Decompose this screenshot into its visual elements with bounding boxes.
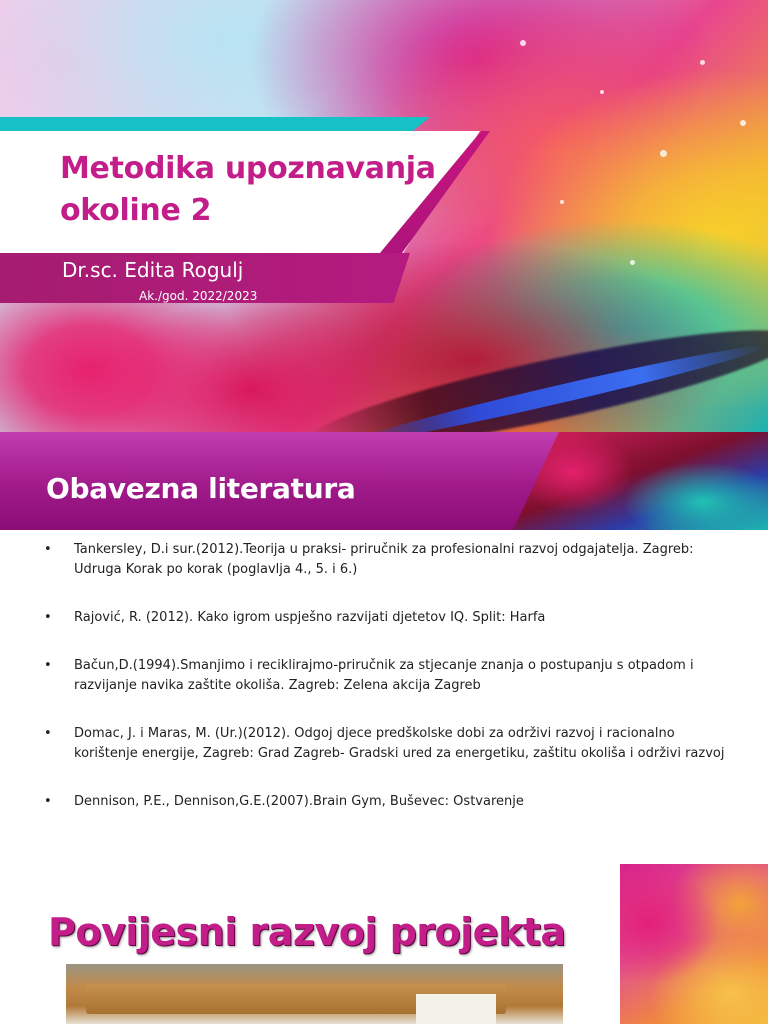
teal-accent-band [0, 117, 430, 131]
bullet-icon: • [44, 726, 52, 741]
bullet-icon: • [44, 658, 52, 673]
photo-paper [416, 994, 496, 1024]
literature-header [0, 432, 768, 530]
paint-speck [700, 60, 705, 65]
ink-art-dark-stroke [299, 309, 768, 432]
author-name: Dr.sc. Edita Rogulj [62, 258, 244, 282]
classroom-photo [66, 964, 563, 1024]
reference-text: Rajović, R. (2012). Kako igrom uspješno razvijati djetetov IQ. Split: Harfa [74, 610, 546, 625]
history-ink-art [620, 864, 768, 1024]
title-slide [0, 0, 768, 432]
reference-item [44, 656, 734, 696]
reference-text: Dennison, P.E., Dennison,G.E.(2007).Brain Gym, Buševec: Ostvarenje [74, 794, 524, 809]
slide-title [60, 148, 440, 232]
slide-title-line-2: okoline 2 [60, 193, 212, 228]
paint-speck [740, 120, 746, 126]
reference-item [44, 540, 734, 580]
reference-item [44, 792, 734, 812]
history-title: Povijesni razvoj projekta [48, 910, 566, 954]
literature-title: Obavezna literatura [46, 472, 356, 505]
bullet-icon: • [44, 610, 52, 625]
paint-speck [600, 90, 604, 94]
reference-text: Domac, J. i Maras, M. (Ur.)(2012). Odgoj djece predškolske dobi za održivi razvoj i racionalno korištenje energije, Zagreb: Grad Zagreb- Gradski ured za energetiku, zaštitu okoliša i održivi razvoj [74, 726, 725, 761]
header-ink-art [513, 432, 768, 530]
history-slide [0, 864, 768, 1024]
paint-speck [660, 150, 667, 157]
reference-list [44, 540, 734, 812]
paint-speck [520, 40, 526, 46]
reference-item [44, 724, 734, 764]
academic-year: Ak./god. 2022/2023 [139, 289, 258, 303]
reference-text: Tankersley, D.i sur.(2012).Teorija u praksi- priručnik za profesionalni razvoj odgajatelja. Zagreb: Udruga Korak po korak (poglavlja 4., 5. i 6.) [74, 542, 694, 577]
literature-slide [0, 432, 768, 864]
paint-speck [560, 200, 564, 204]
paint-speck [630, 260, 635, 265]
reference-text: Bačun,D.(1994).Smanjimo i reciklirajmo-priručnik za stjecanje znanja o postupanju s otpadom i razvijanje navika zaštite okoliša. Zagreb: Zelena akcija Zagreb [74, 658, 694, 693]
slide-title-line-1: Metodika upoznavanja [60, 151, 436, 186]
reference-item [44, 608, 734, 628]
bullet-icon: • [44, 542, 52, 557]
bullet-icon: • [44, 794, 52, 809]
